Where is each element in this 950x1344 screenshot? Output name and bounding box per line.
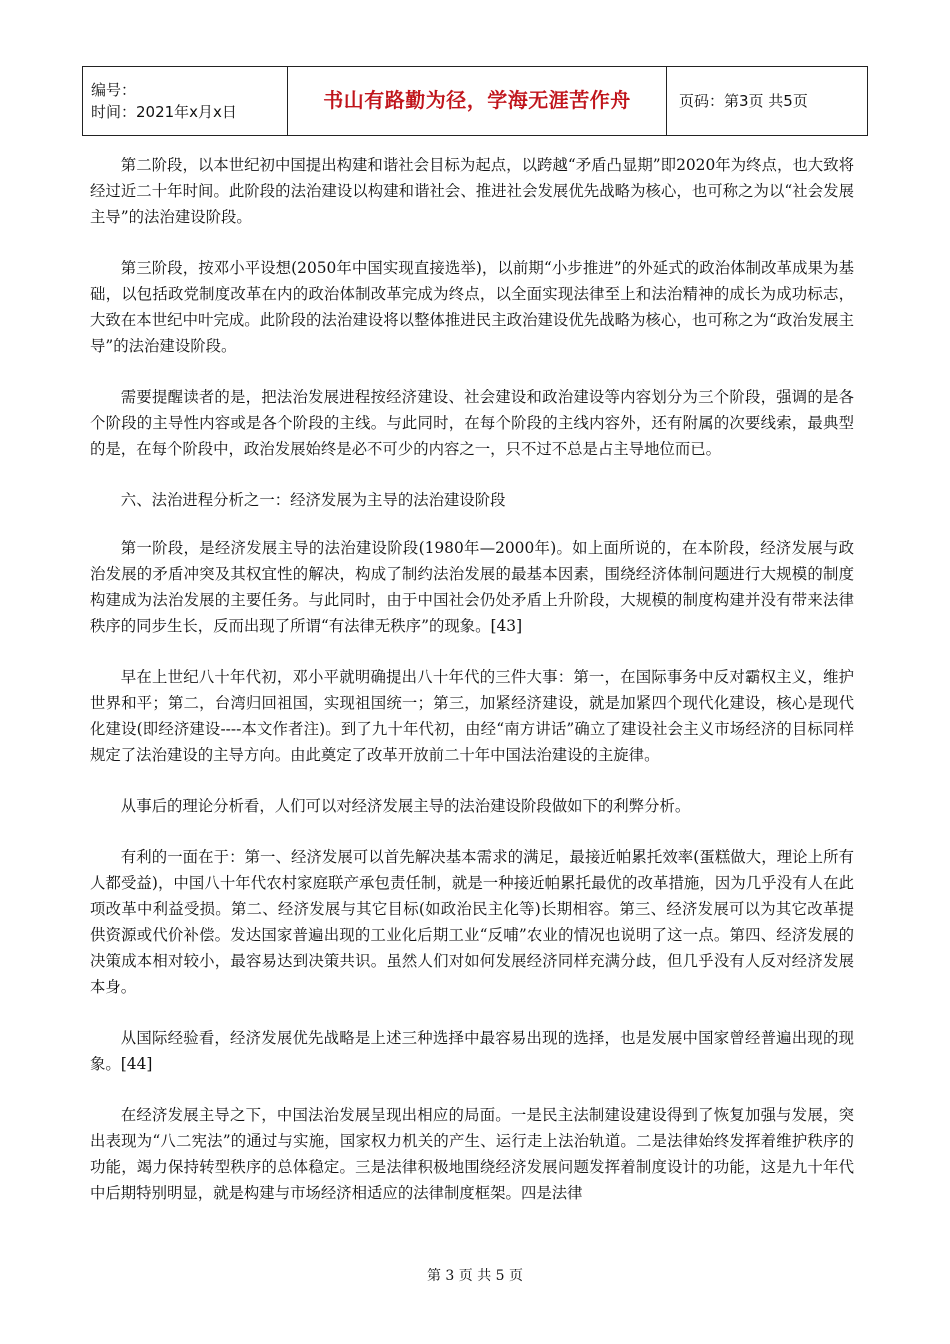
paragraph-economic-dominance: 在经济发展主导之下，中国法治发展呈现出相应的局面。一是民主法制建设建设得到了恢复加强与发展，突出表现为“八二宪法”的通过与实施，国家权力机关的产生、运行走上法治轨道。二是法律始终发挥着维护秩序的功能，竭力保持转型秩序的总体稳定。三是法律积极地围绕经济发展问题发挥着制度设计的功能，这是九十年代中后期特别明显，就是构建与市场经济相适应的法律制度框架。四是法律 [90,1106,854,1202]
footer-page-number: 第 3 页 共 5 页 [426,1268,524,1284]
paragraph-reader-note: 需要提醒读者的是，把法治发展进程按经济建设、社会建设和政治建设等内容划分为三个阶段，强调的是各个阶段的主导性内容或是各个阶段的主线。与此同时，在每个阶段的主线内容外，还有附属的次要线索，最典型的是，在每个阶段中，政治发展始终是必不可少的内容之一，只不过不总是占主导地位而已。 [90,388,854,458]
paragraph-stage-two: 第二阶段，以本世纪初中国提出构建和谐社会目标为起点，以跨越“矛盾凸显期”即2020年为终点，也大致将经过近二十年时间。此阶段的法治建设以构建和谐社会、推进社会发展优先战略为核心，也可称之为以“社会发展主导”的法治建设阶段。 [90,156,854,226]
document-date: 时间：2021年x月x日 [91,103,237,121]
section-heading: 六、法治进程分析之一：经济发展为主导的法治建设阶段 [120,491,506,509]
paragraph-international-experience: 从国际经验看，经济发展优先战略是上述三种选择中最容易出现的选择，也是发展中国家曾经普遍出现的现象。[44] [90,1029,854,1073]
header-motto: 书山有路勤为径，学海无涯苦作舟 [323,88,631,112]
header-page-code: 页码：第3页 共5页 [679,92,808,110]
paragraph-analysis-intro: 从事后的理论分析看，人们可以对经济发展主导的法治建设阶段做如下的利弊分析。 [120,797,691,815]
paragraph-deng-three-tasks: 早在上世纪八十年代初，邓小平就明确提出八十年代的三件大事：第一，在国际事务中反对霸权主义，维护世界和平；第二，台湾归回祖国，实现祖国统一；第三，加紧经济建设，就是加紧四个现代化建设，核心是现代化建设(即经济建设----本文作者注)。到了九十年代初，由经“南方讲话”确立了建设社会主义市场经济的目标同样规定了法治建设的主导方向。由此奠定了改革开放前二十年中国法治建设的主旋律。 [90,668,854,764]
header-page-cell [667,67,868,136]
document-header [82,66,868,136]
paragraph-stage-one: 第一阶段，是经济发展主导的法治建设阶段(1980年—2000年)。如上面所说的，在本阶段，经济发展与政治发展的矛盾冲突及其权宜性的解决，构成了制约法治发展的最基本因素，围绕经济体制问题进行大规模的制度构建成为法治发展的主要任务。与此同时，由于中国社会仍处矛盾上升阶段，大规模的制度构建并没有带来法律秩序的同步生长，反而出现了所谓“有法律无秩序”的现象。[43] [90,539,854,635]
document-body [90,152,854,1231]
paragraph-stage-three: 第三阶段，按邓小平设想(2050年中国实现直接选举)，以前期“小步推进”的外延式的政治体制改革成果为基础，以包括政党制度改革在内的政治体制改革完成为终点，以全面实现法律至上和法治精神的成长为成功标志，大致在本世纪中叶完成。此阶段的法治建设将以整体推进民主政治建设优先战略为核心，也可称之为“政治发展主导”的法治建设阶段。 [90,259,854,355]
document-number-label: 编号： [91,81,137,99]
header-motto-cell [288,67,667,136]
header-meta-cell [83,67,288,136]
paragraph-advantages: 有利的一面在于：第一、经济发展可以首先解决基本需求的满足，最接近帕累托效率(蛋糕做大，理论上所有人都受益)，中国八十年代农村家庭联产承包责任制，就是一种接近帕累托最优的改革措施，因为几乎没有人在此项改革中利益受损。第二、经济发展与其它目标(如政治民主化等)长期相容。第三、经济发展可以为其它改革提供资源或代价补偿。发达国家普遍出现的工业化后期工业“反哺”农业的情况也说明了这一点。第四、经济发展的决策成本相对较小，最容易达到决策共识。虽然人们对如何发展经济同样充满分歧，但几乎没有人反对经济发展本身。 [90,848,854,996]
page-footer [0,1265,950,1285]
